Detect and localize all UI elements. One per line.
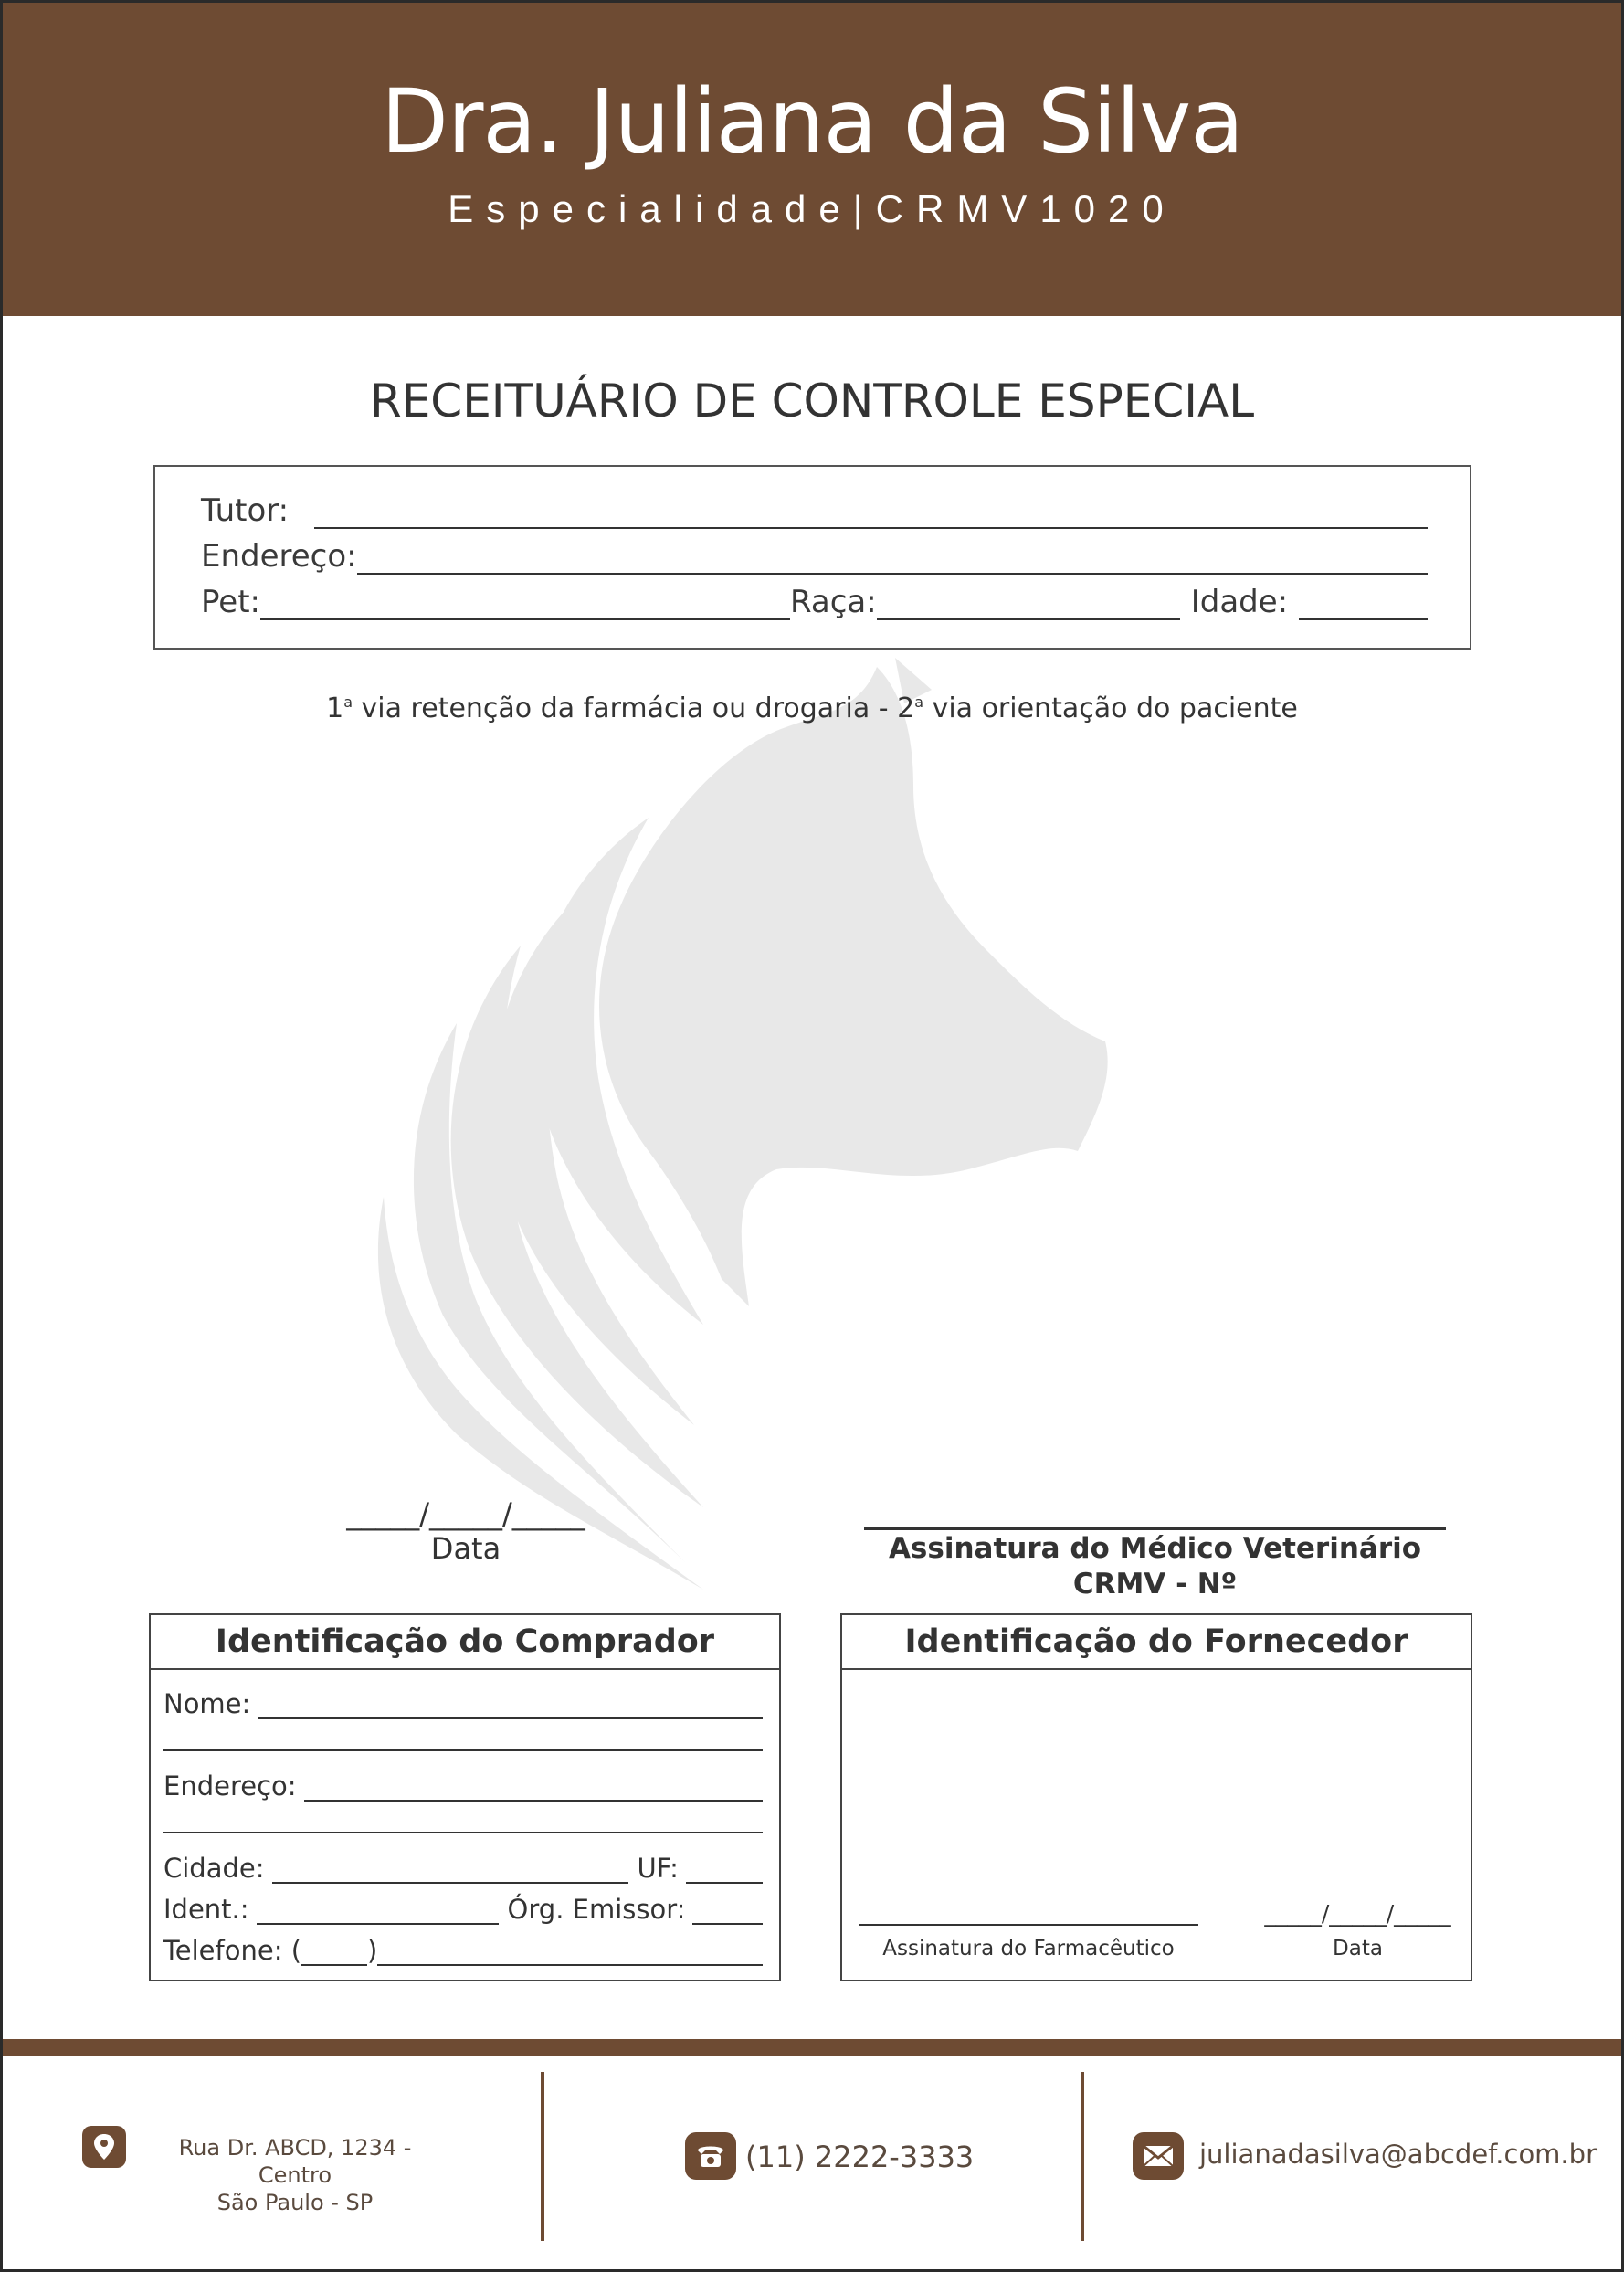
form-title: RECEITUÁRIO DE CONTROLE ESPECIAL [369, 375, 1255, 428]
footer-divider [1081, 2072, 1084, 2241]
buyer-ddd-field[interactable] [301, 1944, 367, 1966]
crmv-label: CRMV - Nº [1072, 1567, 1238, 1601]
supplier-panel-title: Identificação do Fornecedor [842, 1615, 1471, 1670]
prescription-date [333, 1496, 598, 1566]
endereco-row [201, 538, 1428, 575]
buyer-nome-row [163, 1688, 763, 1719]
pet-label: Pet: [201, 584, 260, 620]
doctor-name: Dra. Juliana da Silva [381, 70, 1243, 173]
footer-divider [541, 2072, 544, 2241]
doctor-specialty: Especialidade|CRMV1020 [448, 187, 1176, 230]
envelope-icon [1133, 2132, 1184, 2180]
buyer-nome-row-2 [163, 1729, 763, 1751]
footer-phone: (11) 2222-3333 [745, 2140, 975, 2174]
buyer-telefone-close: ) [367, 1935, 378, 1966]
footer-address [144, 2134, 446, 2216]
endereco-label: Endereço: [201, 538, 357, 575]
location-pin-icon [82, 2126, 126, 2168]
buyer-ident-label: Ident.: [163, 1894, 249, 1925]
buyer-orgao-field[interactable] [692, 1903, 763, 1925]
tutor-row [201, 492, 1428, 529]
endereco-field[interactable] [357, 547, 1428, 575]
buyer-endereco-field-2[interactable] [163, 1812, 763, 1833]
buyer-endereco-field[interactable] [304, 1780, 763, 1802]
letterhead [3, 3, 1621, 316]
footer-bar [3, 2039, 1621, 2056]
buyer-nome-label: Nome: [163, 1688, 251, 1719]
buyer-endereco-label: Endereço: [163, 1770, 297, 1802]
buyer-orgao-label: Órg. Emissor: [507, 1894, 686, 1925]
buyer-cidade-label: Cidade: [163, 1853, 265, 1884]
buyer-ident-row [163, 1894, 763, 1925]
date-field[interactable]: _____/_____/_____ [346, 1496, 585, 1531]
tutor-label: Tutor: [201, 492, 290, 529]
buyer-nome-field[interactable] [258, 1697, 763, 1719]
tutor-field[interactable] [314, 502, 1428, 529]
idade-field[interactable] [1299, 593, 1428, 620]
pharmacist-signature-line[interactable] [859, 1924, 1198, 1926]
buyer-telefone-field[interactable] [377, 1944, 763, 1966]
copy-notice: 1$^a$ via retenção da farmácia ou drogaria - 2$^a$ via orientação do paciente [326, 692, 1298, 724]
supplier-date-field[interactable]: _____/_____/_____ [1264, 1900, 1451, 1927]
buyer-panel-title: Identificação do Comprador [151, 1615, 779, 1670]
buyer-cidade-row [163, 1853, 763, 1884]
buyer-endereco-row [163, 1770, 763, 1802]
date-label: Data [430, 1531, 501, 1566]
pharmacist-signature-label: Assinatura do Farmacêutico [882, 1937, 1175, 1960]
buyer-endereco-row-2 [163, 1812, 763, 1833]
footer-address-line2: São Paulo - SP [216, 2190, 374, 2215]
buyer-nome-field-2[interactable] [163, 1729, 763, 1751]
footer-address-line1: Rua Dr. ABCD, 1234 - Centro [178, 2135, 412, 2188]
vet-signature-caption [864, 1531, 1446, 1602]
patient-info-box [153, 465, 1471, 650]
buyer-telefone-row [163, 1935, 763, 1966]
supplier-panel [840, 1613, 1472, 1981]
buyer-cidade-field[interactable] [272, 1862, 628, 1884]
raca-label: Raça: [790, 584, 877, 620]
buyer-uf-label: UF: [637, 1853, 679, 1884]
phone-icon [685, 2132, 736, 2180]
buyer-uf-field[interactable] [686, 1862, 763, 1884]
buyer-telefone-label: Telefone: ( [163, 1935, 302, 1966]
idade-label: Idade: [1190, 584, 1289, 620]
raca-field[interactable] [877, 593, 1180, 620]
footer-email[interactable]: julianadasilva@abcdef.com.br [1199, 2139, 1597, 2170]
buyer-panel [149, 1613, 781, 1981]
pet-field[interactable] [260, 593, 790, 620]
vet-signature-label: Assinatura do Médico Veterinário [888, 1532, 1422, 1565]
vet-signature-line[interactable] [864, 1527, 1446, 1530]
buyer-ident-field[interactable] [257, 1903, 499, 1925]
supplier-date-label: Data [1333, 1937, 1383, 1960]
pet-row [201, 584, 1428, 620]
